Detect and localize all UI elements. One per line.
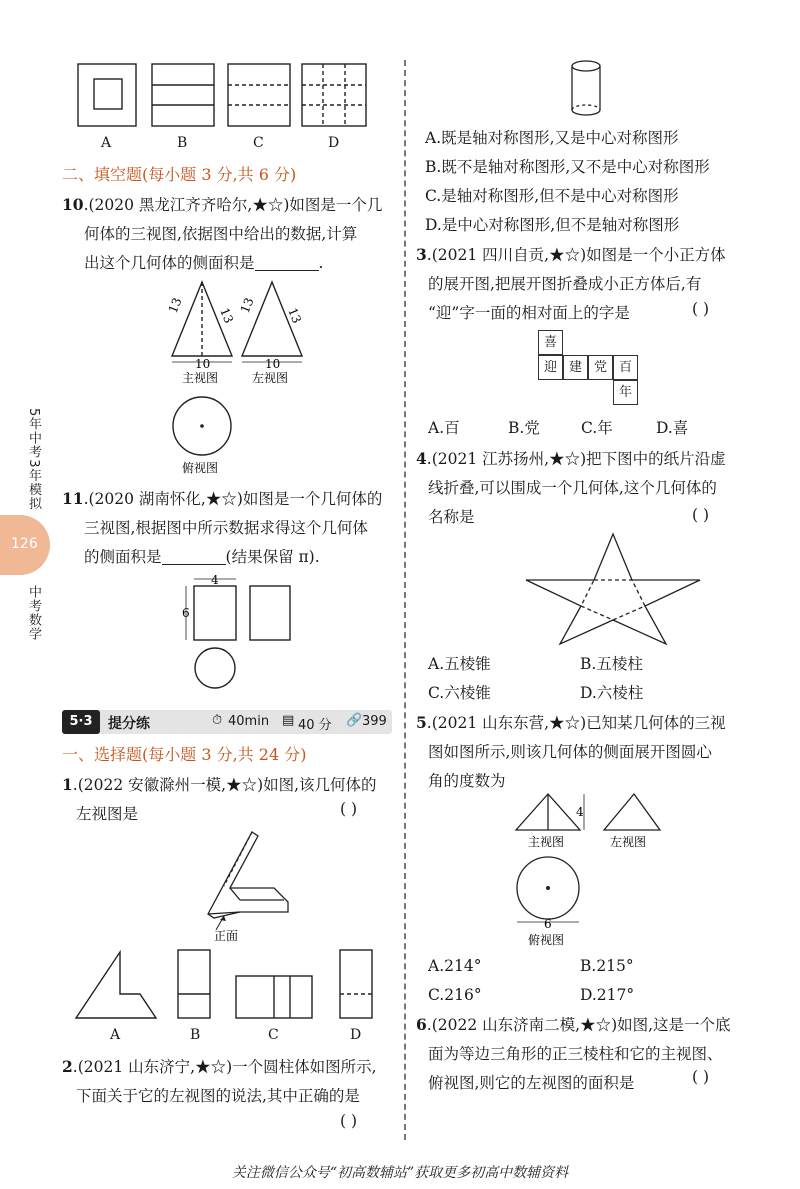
q1-answer-paren[interactable]: ( ) bbox=[340, 800, 358, 818]
q6-answer-paren[interactable]: ( ) bbox=[692, 1068, 710, 1086]
q11: 11.(2020 湖南怀化,★☆)如图是一个几何体的 三视图,根据图中所示数据求得这个几何体 的侧面积是 (结果保留 π). bbox=[62, 489, 383, 566]
fill-section-heading: 二、填空题(每小题 3 分,共 6 分) bbox=[62, 165, 297, 184]
q6 bbox=[416, 1010, 761, 1098]
q5-option-b[interactable]: B.215° bbox=[580, 957, 634, 975]
option-label-c: C bbox=[253, 135, 264, 151]
q10-base-label-1: 10 bbox=[195, 357, 211, 371]
q10-line3: 出这个几何体的侧面积是 bbox=[84, 254, 255, 272]
q4-option-d[interactable]: D.六棱柱 bbox=[580, 684, 644, 702]
q1-option-b: B bbox=[190, 1027, 201, 1043]
q10-figure bbox=[160, 278, 320, 478]
option-label-d: D bbox=[328, 135, 340, 151]
q1-number: 1 bbox=[62, 775, 73, 794]
q1-line1: .(2022 安徽滁州一模,★☆)如图,该几何体的 bbox=[72, 776, 377, 794]
q1-option-c: C bbox=[268, 1027, 279, 1043]
q5-line1: .(2021 山东东营,★☆)已知某几何体的三视 bbox=[426, 714, 726, 732]
clock-icon: ⏱ bbox=[212, 713, 223, 728]
q4-option-c[interactable]: C.六棱锥 bbox=[428, 684, 491, 702]
q2-options bbox=[425, 124, 765, 240]
footer-note: 关注微信公众号“初高数辅站”获取更多初高中数辅资料 bbox=[231, 1165, 569, 1181]
q10-base-label-2: 10 bbox=[265, 357, 281, 371]
option-label-b: B bbox=[177, 135, 188, 151]
q4-line2: 线折叠,可以围成一个几何体,这个几何体的 bbox=[428, 479, 717, 497]
q5-height-label: 4 bbox=[576, 805, 584, 819]
q2-cylinder-figure bbox=[562, 58, 612, 122]
q5-line3: 角的度数为 bbox=[428, 772, 506, 790]
page-number: 126 bbox=[11, 536, 38, 552]
q3-line2: 的展开图,把展开图折叠成小正方体后,有 bbox=[428, 275, 702, 293]
q1-line2: 左视图是 bbox=[76, 805, 139, 823]
q10-answer-blank[interactable] bbox=[255, 254, 319, 271]
book-series-label: 5年中考3年模拟 bbox=[26, 408, 41, 511]
q11-width-label: 4 bbox=[211, 573, 219, 587]
figure-c bbox=[228, 64, 290, 126]
q11-line1: .(2020 湖南怀化,★☆)如图是一个几何体的 bbox=[83, 490, 383, 508]
net-cell-bai: 百 bbox=[613, 355, 638, 380]
q10-side-label-1: 13 bbox=[165, 295, 185, 316]
q11-figure bbox=[180, 572, 310, 696]
q1-option-a-shape bbox=[76, 952, 156, 1018]
net-cell-jian: 建 bbox=[563, 355, 588, 380]
choice-section-heading: 一、选择题(每小题 3 分,共 24 分) bbox=[62, 745, 307, 764]
q6-line3: 俯视图,则它的左视图的面积是 bbox=[428, 1074, 635, 1092]
q1-option-d-shape bbox=[340, 950, 372, 1018]
q11-line3: 的侧面积是 bbox=[84, 548, 162, 566]
q11-line2: 三视图,根据图中所示数据求得这个几何体 bbox=[84, 519, 368, 537]
q2-number: 2 bbox=[62, 1057, 73, 1076]
score-icon: ▤ bbox=[282, 713, 295, 728]
q3-option-a[interactable]: A.百 bbox=[428, 419, 460, 437]
q5-option-c[interactable]: C.216° bbox=[428, 986, 482, 1004]
q3-answer-paren[interactable]: ( ) bbox=[692, 300, 710, 318]
net-cell-xi: 喜 bbox=[538, 330, 563, 355]
q10-side-label-2: 13 bbox=[217, 305, 236, 326]
q5-front-view-label: 主视图 bbox=[528, 835, 565, 849]
q11-number: 11 bbox=[62, 489, 84, 508]
q10-side-label-4: 13 bbox=[285, 305, 304, 326]
q10-left-view-label: 左视图 bbox=[252, 371, 289, 385]
q4 bbox=[416, 444, 761, 532]
time-limit: 40min bbox=[228, 714, 270, 729]
total-score: 40 分 bbox=[298, 718, 332, 733]
q5-diameter-label: 6 bbox=[544, 917, 552, 931]
q4-option-b[interactable]: B.五棱柱 bbox=[580, 655, 643, 673]
q5-option-d[interactable]: D.217° bbox=[580, 986, 635, 1004]
q1-figure bbox=[180, 826, 320, 944]
q1-front-label: 正面 bbox=[214, 929, 239, 943]
subject-label: 中考数学 bbox=[26, 585, 41, 641]
option-label-a: A bbox=[101, 135, 112, 151]
q4-option-a[interactable]: A.五棱锥 bbox=[428, 655, 491, 673]
q10-front-view-label: 主视图 bbox=[182, 371, 219, 385]
q4-star-figure bbox=[524, 530, 704, 648]
q2-option-b[interactable]: B.既不是轴对称图形,又不是中心对称图形 bbox=[425, 158, 710, 176]
badge-53: 5·3 bbox=[62, 710, 100, 734]
q10-line1: .(2020 黑龙江齐齐哈尔,★☆)如图是一个几 bbox=[83, 196, 383, 214]
q2-option-c[interactable]: C.是轴对称图形,但不是中心对称图形 bbox=[425, 187, 679, 205]
q5-figure bbox=[510, 790, 670, 950]
q3-line3: “迎”字一面的相对面上的字是 bbox=[428, 304, 630, 322]
q10-side-label-3: 13 bbox=[237, 295, 257, 316]
q4-number: 4 bbox=[416, 449, 427, 468]
column-divider bbox=[404, 60, 406, 1140]
q2-line1: .(2021 山东济宁,★☆)一个圆柱体如图所示, bbox=[72, 1058, 377, 1076]
q2-line2: 下面关于它的左视图的说法,其中正确的是 bbox=[76, 1087, 360, 1105]
q5-number: 5 bbox=[416, 713, 427, 732]
practice-banner bbox=[62, 710, 392, 734]
q2 bbox=[62, 1052, 397, 1111]
q10: 10.(2020 黑龙江齐齐哈尔,★☆)如图是一个几 何体的三视图,依据图中给出的数据,计算 出这个几何体的侧面积是 . bbox=[62, 195, 383, 272]
q6-line1: .(2022 山东济南二模,★☆)如图,这是一个底 bbox=[426, 1016, 731, 1034]
net-cell-nian: 年 bbox=[613, 380, 638, 405]
q11-height-label: 6 bbox=[182, 606, 190, 620]
q10-line2: 何体的三视图,依据图中给出的数据,计算 bbox=[84, 225, 358, 243]
q1-options-figure bbox=[70, 946, 390, 1026]
q4-line3: 名称是 bbox=[428, 508, 475, 526]
q1-option-b-shape bbox=[178, 950, 210, 1018]
q1-option-a: A bbox=[110, 1027, 121, 1043]
net-cell-ying: 迎 bbox=[538, 355, 563, 380]
q4-line1: .(2021 江苏扬州,★☆)把下图中的纸片沿虚 bbox=[426, 450, 726, 468]
q10-number: 10 bbox=[62, 195, 84, 214]
banner-title: 提分练 bbox=[108, 716, 150, 732]
q5-line2: 图如图所示,则该几何体的侧面展开图圆心 bbox=[428, 743, 712, 761]
top-figures bbox=[70, 58, 390, 154]
q3-option-d[interactable]: D.喜 bbox=[656, 419, 689, 437]
q5-option-a[interactable]: A.214° bbox=[428, 957, 482, 975]
figure-a bbox=[78, 64, 136, 126]
q6-number: 6 bbox=[416, 1015, 427, 1034]
q3 bbox=[416, 240, 761, 328]
q2-answer-paren[interactable]: ( ) bbox=[340, 1112, 358, 1130]
code-count: 399 bbox=[362, 714, 387, 729]
figure-d bbox=[302, 64, 366, 126]
q3-option-c[interactable]: C.年 bbox=[581, 419, 613, 437]
q5-top-view-label: 俯视图 bbox=[528, 933, 565, 947]
q6-line2: 面为等边三角形的正三棱柱和它的主视图、 bbox=[428, 1045, 723, 1063]
q10-top-view-label: 俯视图 bbox=[182, 461, 219, 475]
figure-b bbox=[152, 64, 214, 126]
q3-option-b[interactable]: B.党 bbox=[508, 419, 540, 437]
q3-number: 3 bbox=[416, 245, 427, 264]
q3-line1: .(2021 四川自贡,★☆)如图是一个小正方体 bbox=[426, 246, 726, 264]
net-cell-dang: 党 bbox=[588, 355, 613, 380]
q4-answer-paren[interactable]: ( ) bbox=[692, 506, 710, 524]
q1-option-d: D bbox=[350, 1027, 362, 1043]
q5 bbox=[416, 708, 761, 796]
q2-option-a[interactable]: A.既是轴对称图形,又是中心对称图形 bbox=[425, 129, 679, 147]
q5-left-view-label: 左视图 bbox=[610, 835, 647, 849]
q2-option-d[interactable]: D.是中心对称图形,但不是轴对称图形 bbox=[425, 216, 680, 234]
link-icon: 🔗 bbox=[346, 713, 363, 728]
q11-answer-blank[interactable] bbox=[162, 548, 226, 565]
